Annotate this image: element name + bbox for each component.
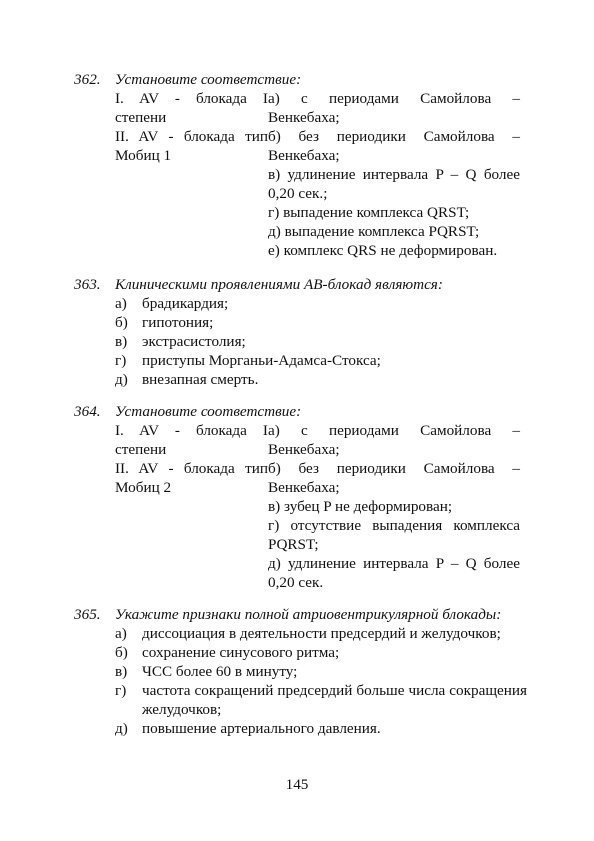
option-text: повышение артериального давления. — [142, 720, 381, 737]
question-365 — [74, 605, 534, 738]
option-letter: а) — [115, 295, 127, 312]
question-title: Установите соответствие: — [115, 403, 302, 420]
right-item: г) выпадение комплекса QRST; — [268, 204, 470, 221]
option-text: диссоциация в деятельности предсердий и желудочков; — [142, 625, 501, 642]
right-item: а) с периодами Самойлова – Венкебаха; — [268, 422, 520, 458]
question-title: Клиническими проявлениями АВ-блокад являются: — [115, 276, 443, 293]
option-letter: в) — [115, 663, 128, 680]
question-362 — [74, 70, 534, 260]
left-item: I. AV - блокада I степени — [115, 90, 268, 126]
right-item: б) без периодики Самойлова – Венкебаха; — [268, 128, 520, 164]
matching-right-column — [268, 421, 520, 592]
option-item — [115, 313, 527, 332]
option-text: приступы Морганьи-Адамса-Стокса; — [142, 352, 381, 369]
option-letter: г) — [115, 352, 127, 369]
matching-table — [115, 89, 534, 260]
question-363 — [74, 275, 534, 389]
options-list — [115, 624, 527, 738]
option-item — [115, 351, 527, 370]
question-364 — [74, 402, 534, 592]
option-letter: г) — [115, 682, 127, 699]
page-number: 145 — [285, 776, 309, 793]
option-text: сохранение синусового ритма; — [142, 644, 340, 661]
right-item: д) удлинение интервала P – Q более 0,20 сек. — [268, 555, 520, 591]
option-item — [115, 332, 527, 351]
question-number: 363. — [74, 276, 101, 293]
option-item — [115, 294, 527, 313]
option-letter: б) — [115, 314, 128, 331]
left-item: II. AV - блокада тип Мобиц 2 — [115, 460, 268, 496]
right-item: г) отсутствие выпадения комплекса PQRST; — [268, 517, 520, 553]
right-item: а) с периодами Самойлова – Венкебаха; — [268, 90, 520, 126]
option-text: экстрасистолия; — [142, 333, 246, 350]
option-item — [115, 662, 527, 681]
left-item: I. AV - блокада I степени — [115, 422, 268, 458]
right-item: б) без периодики Самойлова – Венкебаха; — [268, 460, 520, 496]
matching-right-column — [268, 89, 520, 260]
question-title: Укажите признаки полной атриовентрикулярной блокады: — [115, 606, 502, 623]
question-number: 364. — [74, 403, 101, 420]
option-text: гипотония; — [142, 314, 214, 331]
option-text: ЧСС более 60 в минуту; — [142, 663, 298, 680]
right-item: д) выпадение комплекса PQRST; — [268, 223, 480, 240]
option-item — [115, 643, 527, 662]
matching-table — [115, 421, 534, 592]
question-title: Установите соответствие: — [115, 71, 302, 88]
right-item: в) удлинение интервала P – Q более 0,20 сек.; — [268, 166, 520, 202]
option-text: брадикардия; — [142, 295, 229, 312]
matching-left-column — [115, 89, 268, 260]
option-item — [115, 624, 527, 643]
question-number: 365. — [74, 606, 101, 623]
right-item: в) зубец P не деформирован; — [268, 498, 453, 515]
option-letter: б) — [115, 644, 128, 661]
option-item — [115, 681, 527, 719]
option-letter: д) — [115, 371, 128, 388]
question-number: 362. — [74, 71, 101, 88]
right-item: е) комплекс QRS не деформирован. — [268, 242, 498, 259]
matching-left-column — [115, 421, 268, 592]
left-item: II. AV - блокада тип Мобиц 1 — [115, 128, 268, 164]
option-letter: в) — [115, 333, 128, 350]
option-text: внезапная смерть. — [142, 371, 259, 388]
option-item — [115, 719, 527, 738]
options-list — [115, 294, 527, 389]
option-item — [115, 370, 527, 389]
option-letter: д) — [115, 720, 128, 737]
option-text: частота сокращений предсердий больше числа сокращения желудочков; — [142, 682, 527, 718]
option-letter: а) — [115, 625, 127, 642]
